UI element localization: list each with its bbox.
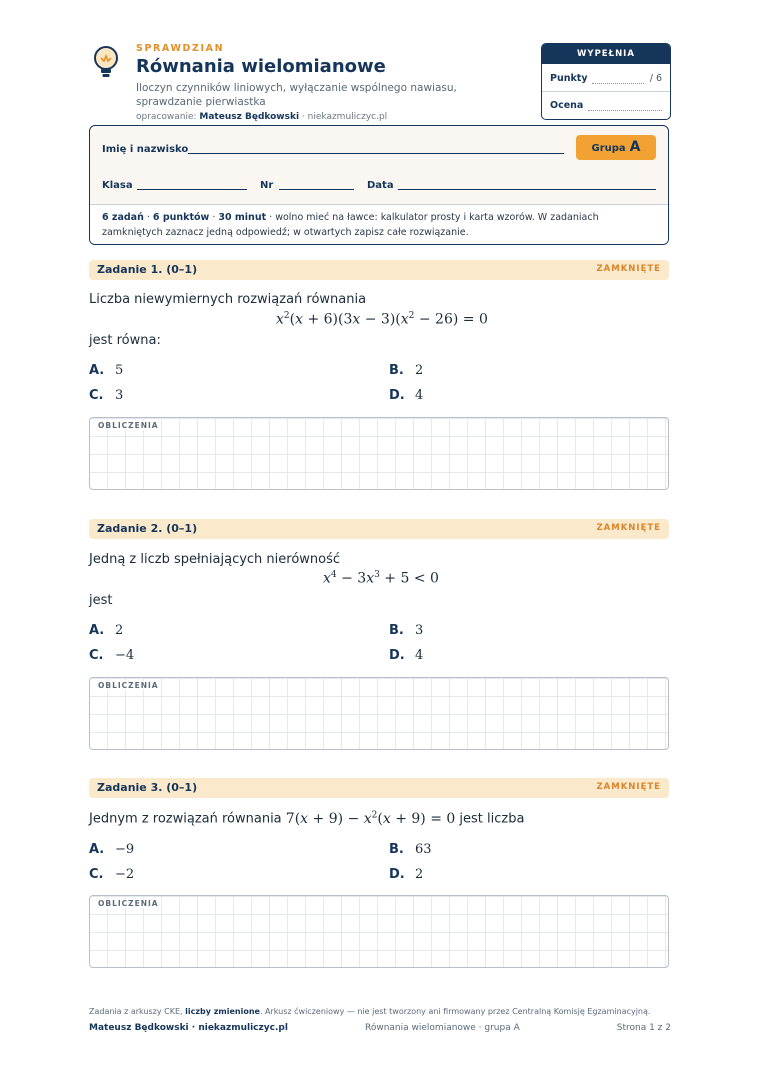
date-field[interactable]: [398, 189, 656, 190]
option-value: 3: [415, 623, 424, 638]
info-tasks: 6 zadań: [102, 212, 144, 223]
option-letter: B.: [389, 363, 404, 378]
calc-label: OBLICZENIA: [98, 899, 159, 908]
task-3-option-a[interactable]: [89, 842, 134, 857]
task-3-header: [89, 778, 669, 798]
task-3-text-before: Jednym z rozwiązań równania: [89, 811, 282, 827]
author-prefix: opracowanie:: [136, 112, 200, 122]
option-value: 4: [415, 648, 424, 663]
points-field[interactable]: [592, 83, 644, 84]
nr-label: Nr: [260, 180, 274, 191]
option-value: −2: [115, 867, 135, 882]
footer-note-bold: liczby zmienione: [185, 1007, 260, 1016]
page-subtitle: Iloczyn czynników liniowych, wyłączanie wspólnego nawiasu, sprawdzanie pierwiastka: [136, 82, 457, 108]
task-1-calc-area[interactable]: [89, 417, 669, 490]
info-sep-1: ·: [143, 212, 153, 223]
option-letter: A.: [89, 842, 105, 857]
footer-author: Mateusz Będkowski · niekazmuliczyc.pl: [89, 1023, 288, 1033]
name-field[interactable]: [188, 153, 564, 154]
task-3-formula: $7(x + 9) - x^2(x + 9) = 0$: [285, 810, 456, 827]
task-1-option-b[interactable]: [389, 363, 423, 378]
nr-field[interactable]: [279, 189, 354, 190]
option-letter: A.: [89, 623, 105, 638]
option-value: 2: [415, 363, 424, 378]
task-2-option-d[interactable]: [389, 648, 423, 663]
task-3-option-d[interactable]: [389, 867, 423, 882]
task-2-option-b[interactable]: [389, 623, 423, 638]
group-badge: [576, 135, 656, 160]
author-site: · niekazmuliczyc.pl: [299, 112, 388, 122]
task-1-text-after: jest równa:: [89, 333, 161, 348]
author-name: Mateusz Będkowski: [199, 112, 300, 122]
option-value: 2: [415, 867, 424, 882]
task-2-title: Zadanie 2. (0–1): [97, 522, 198, 535]
points-label: Punkty: [550, 73, 588, 84]
points-row: [550, 73, 662, 84]
option-value: 4: [415, 388, 424, 403]
option-value: 2: [115, 623, 124, 638]
task-2-text-after: jest: [89, 593, 113, 608]
task-3-option-c[interactable]: [89, 867, 134, 882]
footer-title: Równania wielomianowe · grupa A: [365, 1023, 520, 1033]
task-2-formula: $x^4 - 3x^3 + 5 < 0$: [323, 570, 439, 587]
option-value: −9: [115, 842, 135, 857]
task-2-text-before: Jedną z liczb spełniających nierówność: [89, 552, 341, 567]
lightbulb-icon: [90, 44, 122, 80]
task-1-option-c[interactable]: [89, 388, 123, 403]
instructions: [90, 204, 668, 244]
option-letter: D.: [389, 867, 405, 882]
task-1-type: ZAMKNIĘTE: [596, 264, 661, 274]
option-value: −4: [115, 648, 135, 663]
student-info-box: [89, 125, 669, 245]
grade-field[interactable]: [588, 110, 662, 111]
option-letter: B.: [389, 623, 404, 638]
document-kicker: SPRAWDZIAN: [136, 43, 225, 54]
page-number: Strona 1 z 2: [616, 1023, 671, 1033]
class-label: Klasa: [102, 180, 133, 191]
task-2-type: ZAMKNIĘTE: [596, 523, 661, 533]
task-2-header: [89, 519, 669, 539]
teacher-divider: [542, 91, 670, 92]
points-max: / 6: [649, 73, 662, 84]
calc-label: OBLICZENIA: [98, 421, 159, 430]
task-2-option-c[interactable]: [89, 648, 134, 663]
author-line: [136, 112, 387, 122]
task-1-option-d[interactable]: [389, 388, 423, 403]
option-letter: D.: [389, 388, 405, 403]
page-title: Równania wielomianowe: [136, 56, 386, 77]
option-letter: C.: [89, 388, 104, 403]
info-rest: · wolno mieć na ławce: kalkulator prosty i karta wzorów. W zadaniach zamkniętych zaznacz jedną odpowiedź; w otwartych zapisz całe rozwiązanie.: [102, 212, 599, 238]
date-label: Data: [367, 180, 394, 191]
calc-label: OBLICZENIA: [98, 681, 159, 690]
task-3-title: Zadanie 3. (0–1): [97, 781, 198, 794]
task-1-option-a[interactable]: [89, 363, 123, 378]
task-2-option-a[interactable]: [89, 623, 123, 638]
footer-note-prefix: Zadania z arkuszy CKE,: [89, 1007, 186, 1016]
class-field[interactable]: [137, 189, 247, 190]
grade-label: Ocena: [550, 100, 584, 111]
info-points: 6 punktów: [152, 212, 210, 223]
option-value: 3: [115, 388, 124, 403]
info-sep-2: ·: [209, 212, 219, 223]
option-letter: C.: [89, 867, 104, 882]
teacher-box: [541, 43, 671, 120]
task-1-header: [89, 260, 669, 280]
option-letter: C.: [89, 648, 104, 663]
task-3-option-b[interactable]: [389, 842, 432, 857]
group-letter: A: [629, 139, 641, 155]
task-2-calc-area[interactable]: [89, 677, 669, 750]
grade-row: [550, 100, 662, 111]
footer-note-suffix: . Arkusz ćwiczeniowy — nie jest tworzony ani firmowany przez Centralną Komisję Egzaminacyjną.: [259, 1007, 651, 1016]
task-1-text-before: Liczba niewymiernych rozwiązań równania: [89, 292, 367, 307]
option-letter: B.: [389, 842, 404, 857]
task-3-calc-area[interactable]: [89, 895, 669, 968]
task-1-formula: $x^2(x + 6)(3x - 3)(x^2 - 26) = 0$: [276, 311, 488, 328]
option-letter: D.: [389, 648, 405, 663]
option-letter: A.: [89, 363, 105, 378]
info-time: 30 minut: [218, 212, 267, 223]
group-label: Grupa: [591, 143, 626, 154]
task-3-text: [89, 810, 524, 827]
task-1-title: Zadanie 1. (0–1): [97, 263, 198, 276]
teacher-box-title: WYPEŁNIA NAUCZYCIEL: [542, 44, 670, 64]
task-3-type: ZAMKNIĘTE: [596, 782, 661, 792]
option-value: 5: [115, 363, 124, 378]
option-value: 63: [415, 842, 432, 857]
task-3-text-after: jest liczba: [459, 811, 525, 827]
name-label: Imię i nazwisko: [102, 144, 189, 155]
footer-note: [89, 1007, 650, 1016]
